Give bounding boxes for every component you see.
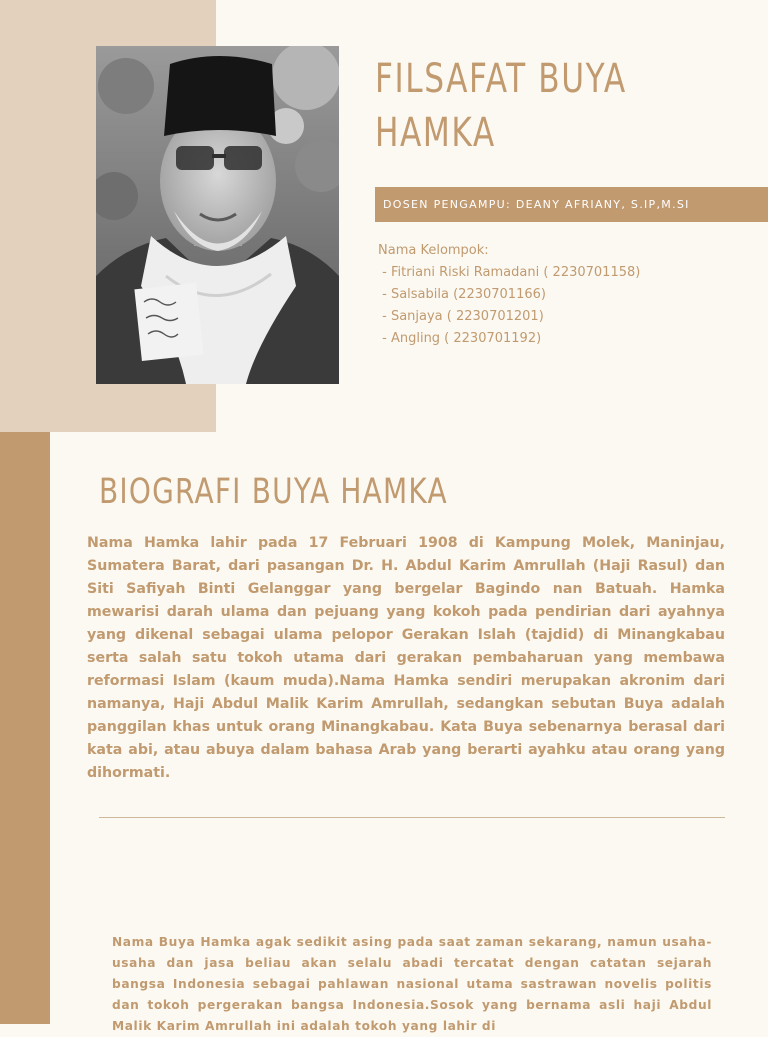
group-member: - Angling ( 2230701192) <box>378 331 542 346</box>
second-paragraph: Nama Buya Hamka agak sedikit asing pada saat zaman sekarang, namun usaha-usaha dan jasa beliau akan selalu abadi tercatat dengan catatan sejarah bangsa Indonesia sebagai pahlawan nasional utama sastrawan novelis politis dan tokoh pergerakan bangsa Indonesia.Sosok yang bernama asli haji Abdul Malik Karim Amrullah ini adalah tokoh yang lahir di <box>112 935 712 1033</box>
dosen-text: DOSEN PENGAMPU: DEANY AFRIANY, S.IP,M.SI <box>383 198 690 211</box>
portrait-photo <box>96 46 339 384</box>
group-members <box>378 240 748 350</box>
divider <box>99 817 725 818</box>
group-member: - Fitriani Riski Ramadani ( 2230701158) <box>378 265 641 280</box>
dosen-banner <box>375 187 768 222</box>
group-label: Nama Kelompok: <box>378 243 489 258</box>
page-title: FILSAFAT BUYA HAMKA <box>375 56 627 156</box>
biography-paragraph: Nama Hamka lahir pada 17 Februari 1908 di Kampung Molek, Maninjau, Sumatera Barat, dari pasangan Dr. H. Abdul Karim Amrullah (Haji Rasul) dan Siti Safiyah Binti Gelanggar yang bergelar Bagindo nan Batuah. Hamka mewarisi darah ulama dan pejuang yang kokoh pada pendirian dari ayahnya yang dikenal sebagai ulama pelopor Gerakan Islah (tajdid) di Minangkabau serta salah satu tokoh utama dari gerakan pembaharuan yang membawa reformasi Islam (kaum muda).Nama Hamka sendiri merupakan akronim dari namanya, Haji Abdul Malik Karim Amrullah, sedangkan sebutan Buya adalah panggilan khas untuk orang Minangkabau. Kata Buya sebenarnya berasal dari kata abi, atau abuya dalam bahasa Arab yang berarti ayahku atau orang yang dihormati. <box>87 535 725 781</box>
section-title: BIOGRAFI BUYA HAMKA <box>99 472 448 512</box>
group-member: - Sanjaya ( 2230701201) <box>378 309 544 324</box>
group-member: - Salsabila (2230701166) <box>378 287 546 302</box>
left-accent-strip <box>0 432 50 1024</box>
